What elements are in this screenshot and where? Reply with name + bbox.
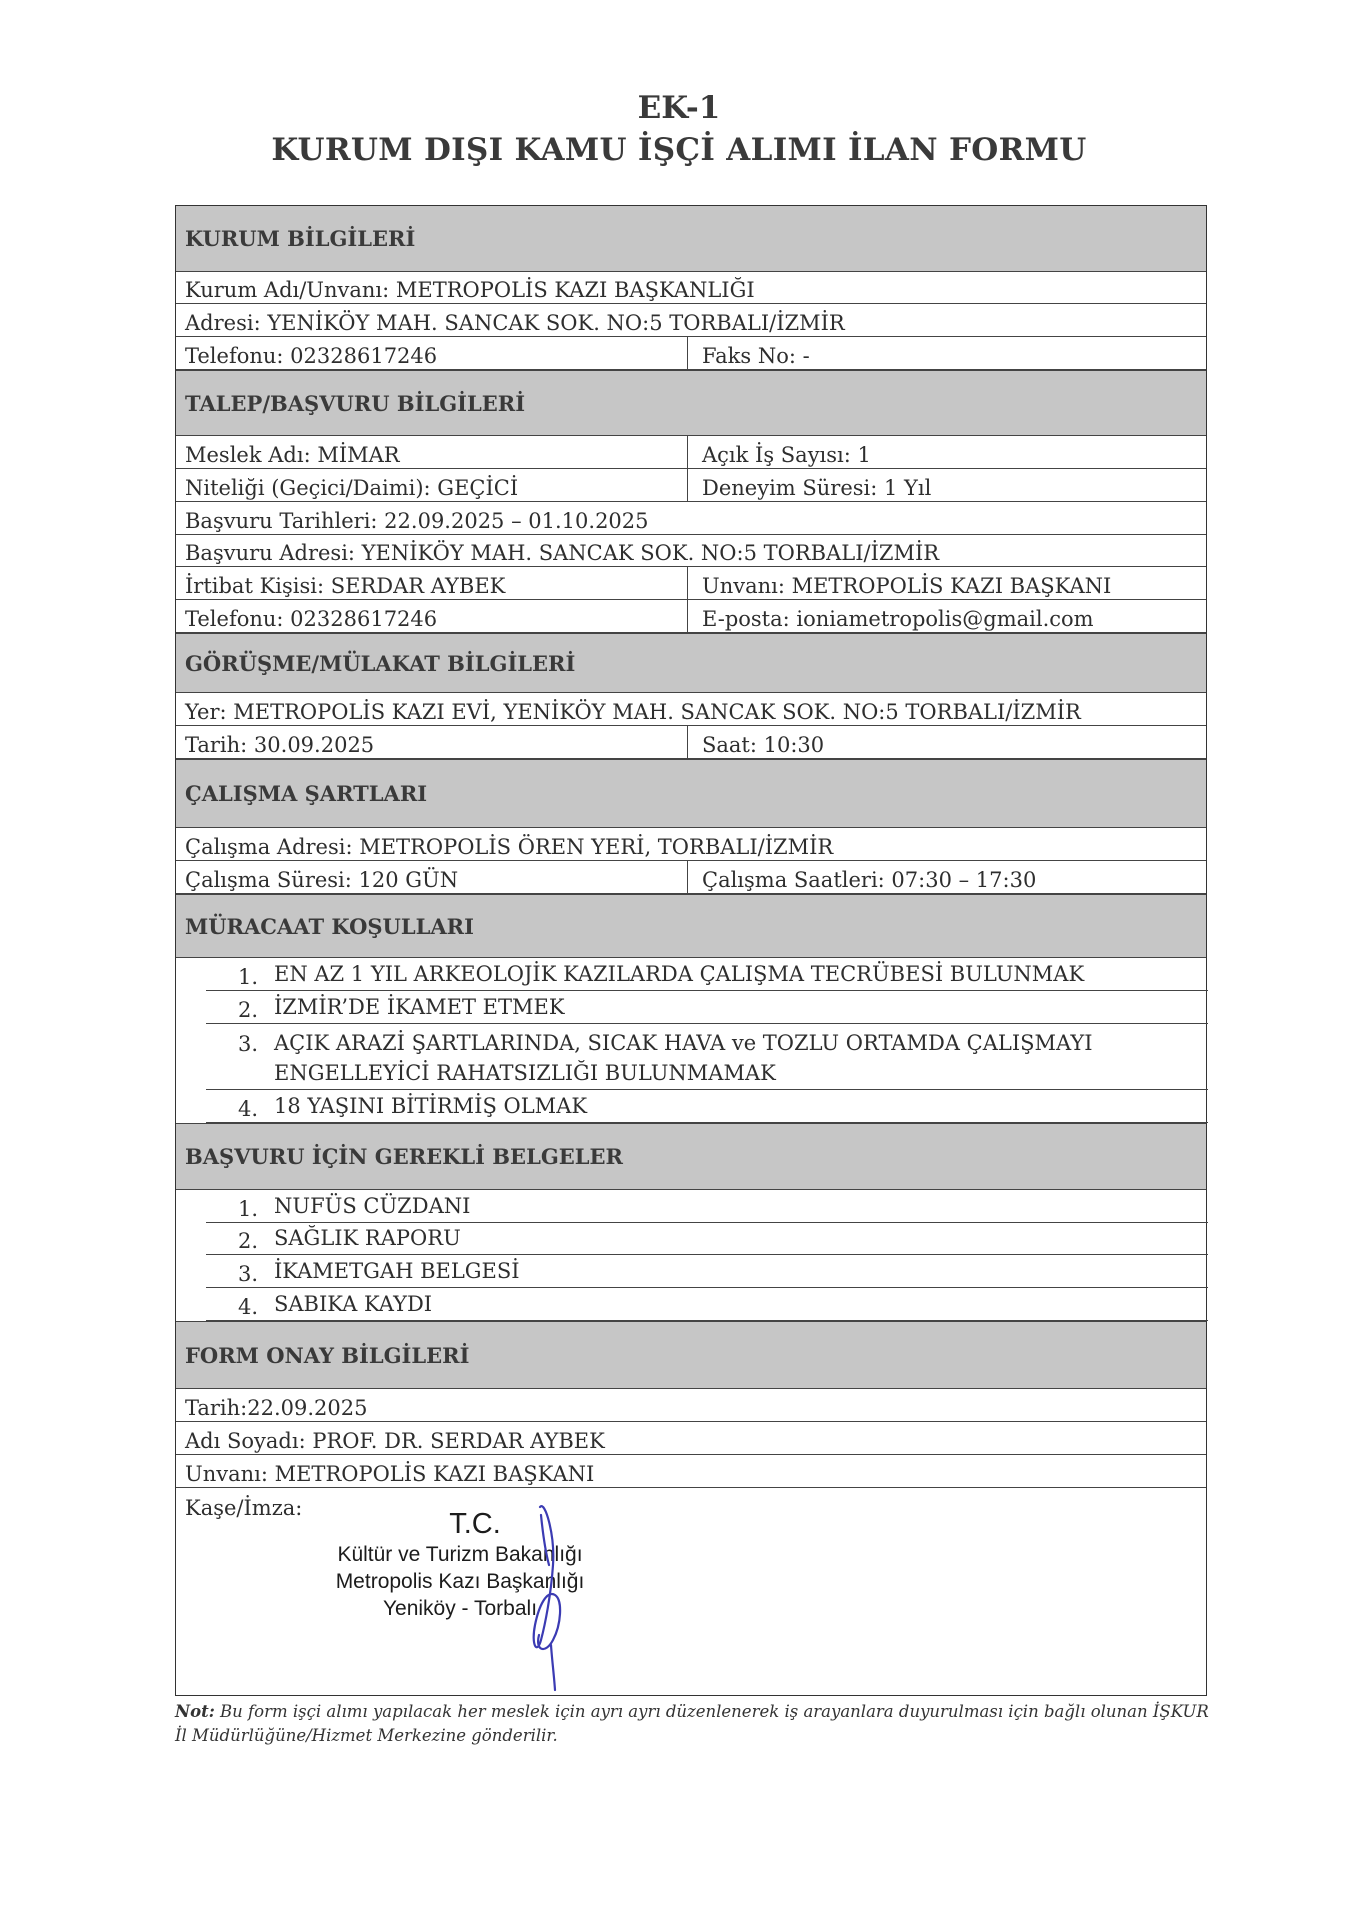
list-item: [206, 958, 1208, 991]
list-item: [206, 991, 1208, 1024]
list-text: NUFÜS CÜZDANI: [274, 1194, 471, 1218]
section-gorusme-heading: GÖRÜŞME/MÜLAKAT BİLGİLERİ: [176, 633, 1206, 693]
irtibat-kisisi: İrtibat Kişisi: SERDAR AYBEK: [176, 567, 688, 599]
row-basvuru-adresi: [176, 535, 1206, 567]
row-gorusme-zaman: [176, 726, 1206, 759]
list-item: [206, 1024, 1208, 1090]
calisma-saatleri: Çalışma Saatleri: 07:30 – 17:30: [702, 868, 1037, 892]
acik-is-sayisi: Açık İş Sayısı: 1: [702, 443, 871, 467]
row-gorusme-yer: [176, 693, 1206, 726]
list-text: İZMİR’DE İKAMET ETMEK: [274, 995, 565, 1019]
gorusme-saat: Saat: 10:30: [702, 733, 825, 757]
list-item: [206, 1190, 1208, 1223]
row-basvuru-tarihleri: [176, 502, 1206, 535]
row-kurum-iletisim: [176, 337, 1206, 370]
section-calisma-heading: ÇALIŞMA ŞARTLARI: [176, 759, 1206, 828]
onay-tarih: Tarih:22.09.2025: [185, 1396, 368, 1420]
list-item: [206, 1223, 1208, 1255]
irtibat-unvani: Unvanı: METROPOLİS KAZI BAŞKANI: [702, 574, 1112, 598]
gorusme-tarih: Tarih: 30.09.2025: [176, 726, 688, 758]
list-text: SAĞLIK RAPORU: [274, 1226, 461, 1250]
title-ek: EK-1: [637, 90, 721, 126]
row-onay-unvan: [176, 1455, 1206, 1488]
stamp-tc: T.C.: [449, 1508, 501, 1540]
basvuru-tarihleri: Başvuru Tarihleri: 22.09.2025 – 01.10.2025: [185, 509, 649, 533]
list-number: 2.: [237, 998, 258, 1022]
row-calisma-sure: [176, 861, 1206, 894]
gorusme-yer: Yer: METROPOLİS KAZI EVİ, YENİKÖY MAH. SANCAK SOK. NO:5 TORBALI/İZMİR: [185, 700, 1081, 724]
stamp-office: Metropolis Kazı Başkanlığı: [335, 1570, 585, 1593]
list-text: 18 YAŞINI BİTİRMİŞ OLMAK: [274, 1094, 588, 1118]
list-item: [206, 1255, 1208, 1288]
list-item: [206, 1090, 1208, 1123]
footnote-text: Bu form işçi alımı yapılacak her meslek için ayrı ayrı düzenlenerek iş arayanlara duyurulması için bağlı olunan İŞKUR İl Müdürlüğüne/Hizmet Merkezine gönderilir.: [175, 1702, 1209, 1745]
kurum-adres: Adresi: YENİKÖY MAH. SANCAK SOK. NO:5 TORBALI/İZMİR: [185, 311, 845, 335]
list-text: İKAMETGAH BELGESİ: [274, 1259, 520, 1283]
handwritten-signature: [505, 1495, 585, 1695]
footnote: [175, 1700, 1215, 1748]
deneyim-suresi: Deneyim Süresi: 1 Yıl: [702, 476, 932, 500]
list-text: [258, 1024, 1093, 1089]
document-title: [0, 88, 1358, 172]
section-kurum-heading: KURUM BİLGİLERİ: [176, 206, 1206, 272]
stamp-location: Yeniköy - Torbalı: [382, 1597, 538, 1620]
meslek-adi: Meslek Adı: MİMAR: [176, 436, 688, 468]
list-number: 1.: [237, 1197, 258, 1221]
list-number: 4.: [237, 1097, 258, 1121]
list-text: SABIKA KAYDI: [274, 1292, 433, 1316]
row-onay-tarih: [176, 1389, 1206, 1422]
list-number: 3.: [237, 1032, 258, 1056]
row-kurum-adres: [176, 304, 1206, 337]
row-meslek: [176, 436, 1206, 469]
list-number: 3.: [237, 1262, 258, 1286]
list-text-line2: ENGELLEYİCİ RAHATSIZLIĞI BULUNMAMAK: [274, 1061, 776, 1085]
footnote-label: Not:: [175, 1702, 215, 1721]
kurum-telefon: Telefonu: 02328617246: [176, 337, 688, 369]
list-number: 2.: [237, 1229, 258, 1253]
onay-unvan: Unvanı: METROPOLİS KAZI BAŞKANI: [185, 1462, 595, 1486]
kase-imza-label: Kaşe/İmza:: [185, 1496, 303, 1520]
basvuru-adresi: Başvuru Adresi: YENİKÖY MAH. SANCAK SOK. NO:5 TORBALI/İZMİR: [185, 541, 940, 565]
list-text: EN AZ 1 YIL ARKEOLOJİK KAZILARDA ÇALIŞMA TECRÜBESİ BULUNMAK: [274, 962, 1085, 986]
section-onay-heading: FORM ONAY BİLGİLERİ: [176, 1321, 1206, 1389]
kurum-adi: Kurum Adı/Unvanı: METROPOLİS KAZI BAŞKANLIĞI: [185, 278, 755, 302]
section-talep-heading: TALEP/BAŞVURU BİLGİLERİ: [176, 370, 1206, 436]
section-muracaat-heading: MÜRACAAT KOŞULLARI: [176, 894, 1206, 958]
niteligi: Niteliği (Geçici/Daimi): GEÇİCİ: [176, 469, 688, 501]
list-number: 4.: [237, 1295, 258, 1319]
list-text-line1: AÇIK ARAZİ ŞARTLARINDA, SICAK HAVA ve TOZLU ORTAMDA ÇALIŞMAYI: [274, 1031, 1093, 1055]
kurum-faks: Faks No: -: [702, 344, 810, 368]
row-calisma-adres: [176, 828, 1206, 861]
calisma-adresi: Çalışma Adresi: METROPOLİS ÖREN YERİ, TORBALI/İZMİR: [185, 835, 834, 859]
row-nitelik: [176, 469, 1206, 502]
calisma-suresi: Çalışma Süresi: 120 GÜN: [176, 861, 688, 893]
talep-eposta: E-posta: ioniametropolis@gmail.com: [702, 607, 1094, 631]
title-form-name: KURUM DIŞI KAMU İŞÇİ ALIMI İLAN FORMU: [271, 132, 1087, 168]
list-item: [206, 1288, 1208, 1321]
talep-telefon: Telefonu: 02328617246: [176, 600, 688, 632]
row-iletisim: [176, 600, 1206, 633]
row-kurum-adi: [176, 272, 1206, 304]
form-table: [175, 205, 1207, 1696]
row-irtibat: [176, 567, 1206, 600]
stamp-ministry: Kültür ve Turizm Bakanlığı: [337, 1543, 583, 1566]
list-number: 1.: [237, 965, 258, 989]
row-onay-adi: [176, 1422, 1206, 1455]
section-belgeler-heading: BAŞVURU İÇİN GEREKLİ BELGELER: [176, 1123, 1206, 1190]
onay-adi-soyadi: Adı Soyadı: PROF. DR. SERDAR AYBEK: [185, 1429, 605, 1453]
